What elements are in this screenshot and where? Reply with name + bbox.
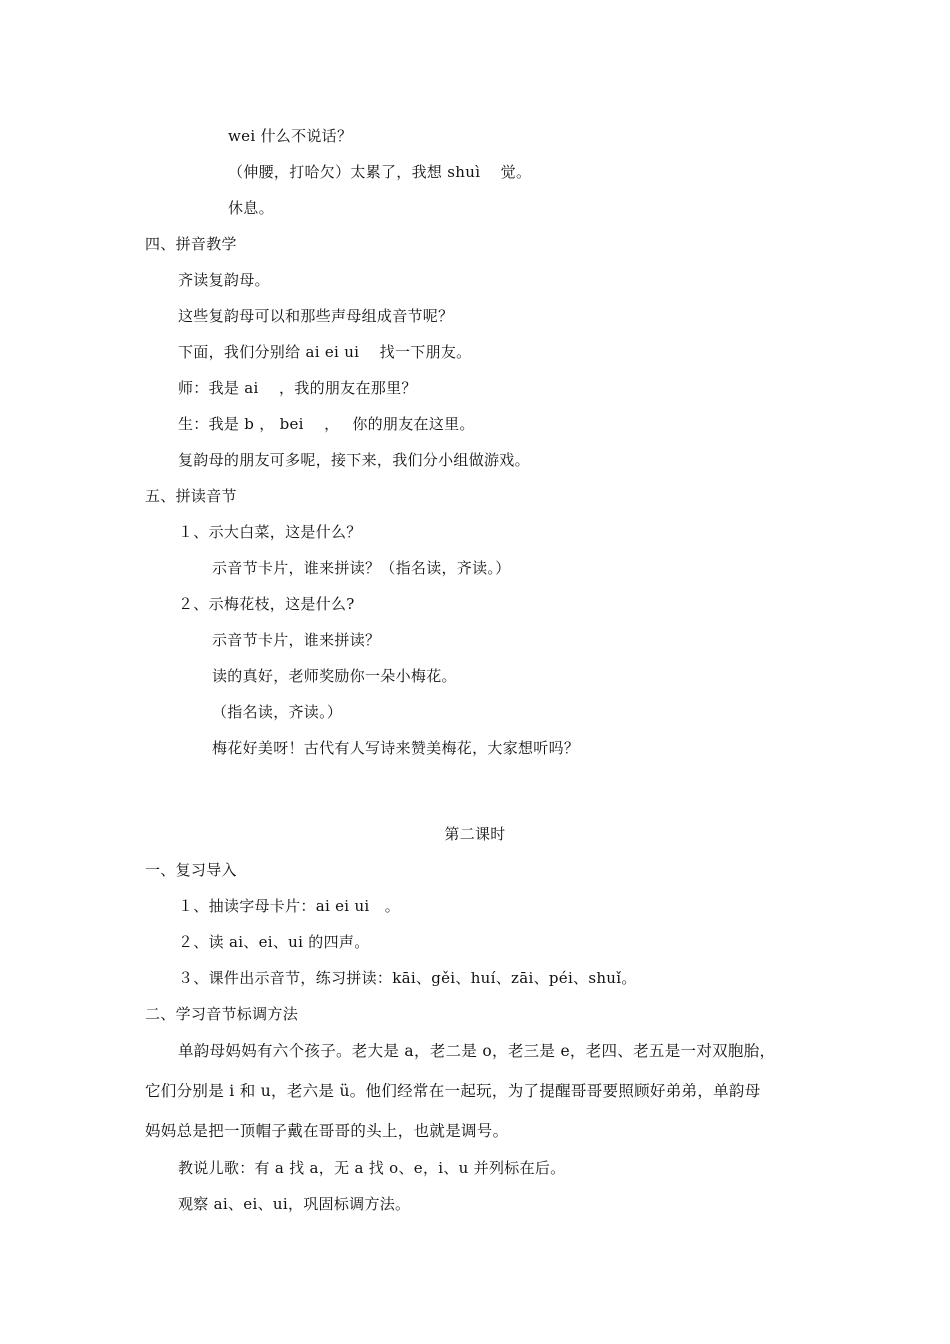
text-line: 休息。 [228, 199, 274, 217]
list-item: １、抽读字母卡片：ai ei ui 。 [178, 897, 401, 915]
text-line: 示音节卡片，谁来拼读？（指名读，齐读。） [212, 559, 511, 577]
list-item: １、示大白菜，这是什么？ [178, 523, 362, 541]
text-line: 生：我是 b ， bei ， 你的朋友在这里。 [178, 415, 475, 433]
text-line: （指名读，齐读。） [212, 703, 343, 721]
list-item: ２、读 ai、ei、ui 的四声。 [178, 933, 370, 951]
paragraph-line: 妈妈总是把一顶帽子戴在哥哥的头上，也就是调号。 [145, 1122, 509, 1140]
text-line: （伸腰，打哈欠）太累了，我想 shuì 觉。 [228, 163, 532, 181]
paragraph-line: 单韵母妈妈有六个孩子。老大是 a，老二是 o，老三是 e，老四、老五是一对双胞胎， [178, 1042, 776, 1060]
text-line: 教说儿歌：有 a 找 a，无 a 找 o、e，i、u 并列标在后。 [178, 1159, 566, 1177]
section-heading: 一、复习导入 [145, 861, 237, 879]
text-line: 齐读复韵母。 [178, 271, 270, 289]
text-line: 下面，我们分别给 ai ei ui 找一下朋友。 [178, 343, 472, 361]
text-line: 观察 ai、ei、ui，巩固标调方法。 [178, 1195, 411, 1213]
text-line: 梅花好美呀！古代有人写诗来赞美梅花，大家想听吗？ [212, 739, 580, 757]
section-heading: 二、学习音节标调方法 [145, 1005, 299, 1023]
text-line: 示音节卡片，谁来拼读？ [212, 631, 381, 649]
list-item: ２、示梅花枝，这是什么? [178, 595, 355, 613]
paragraph-line: 它们分别是 i 和 u，老六是 ü。他们经常在一起玩，为了提醒哥哥要照顾好弟弟，单韵母 [145, 1082, 761, 1100]
text-line: 读的真好，老师奖励你一朵小梅花。 [212, 667, 457, 685]
section-heading: 四、拼音教学 [145, 235, 237, 253]
list-item: ３、课件出示音节，练习拼读：kāi、gěi、huí、zāi、péi、shuǐ。 [178, 969, 637, 987]
text-line: 这些复韵母可以和那些声母组成音节呢？ [178, 307, 454, 325]
lesson-title: 第二课时 [444, 825, 506, 843]
text-line: 师：我是 ai ，我的朋友在那里？ [178, 379, 417, 397]
text-line: wei 什么不说话？ [228, 127, 353, 145]
section-heading: 五、拼读音节 [145, 487, 237, 505]
text-line: 复韵母的朋友可多呢，接下来，我们分小组做游戏。 [178, 451, 530, 469]
